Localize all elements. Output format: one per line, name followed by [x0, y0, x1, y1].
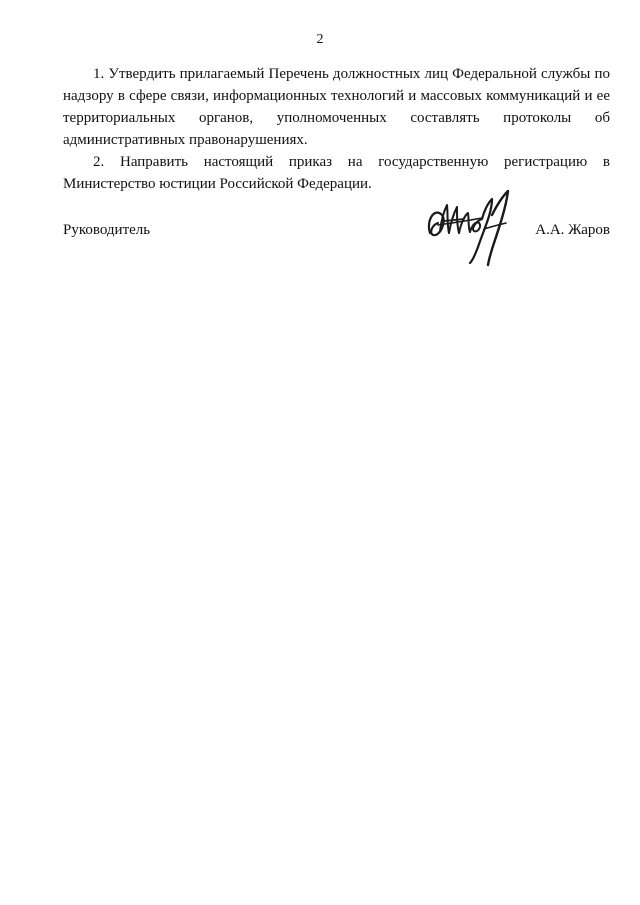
signer-position: Руководитель — [63, 222, 151, 238]
signature-icon — [420, 185, 525, 285]
paragraph-approve-list: 1. Утвердить прилагаемый Перечень должностных лиц Федеральной службы по надзору в сфере связи, информационных технологий и массовых коммуникаций и ее территориальных органов, уполномоченных составлять протоколы об административных правонарушениях. — [63, 66, 610, 148]
document-body — [63, 63, 610, 195]
signature-block — [63, 215, 610, 295]
page-number: 2 — [316, 32, 324, 47]
paragraph-registration: 2. Направить настоящий приказ на государственную регистрацию в Министерство юстиции Российской Федерации. — [63, 154, 610, 192]
signer-name: А.А. Жаров — [535, 222, 610, 238]
